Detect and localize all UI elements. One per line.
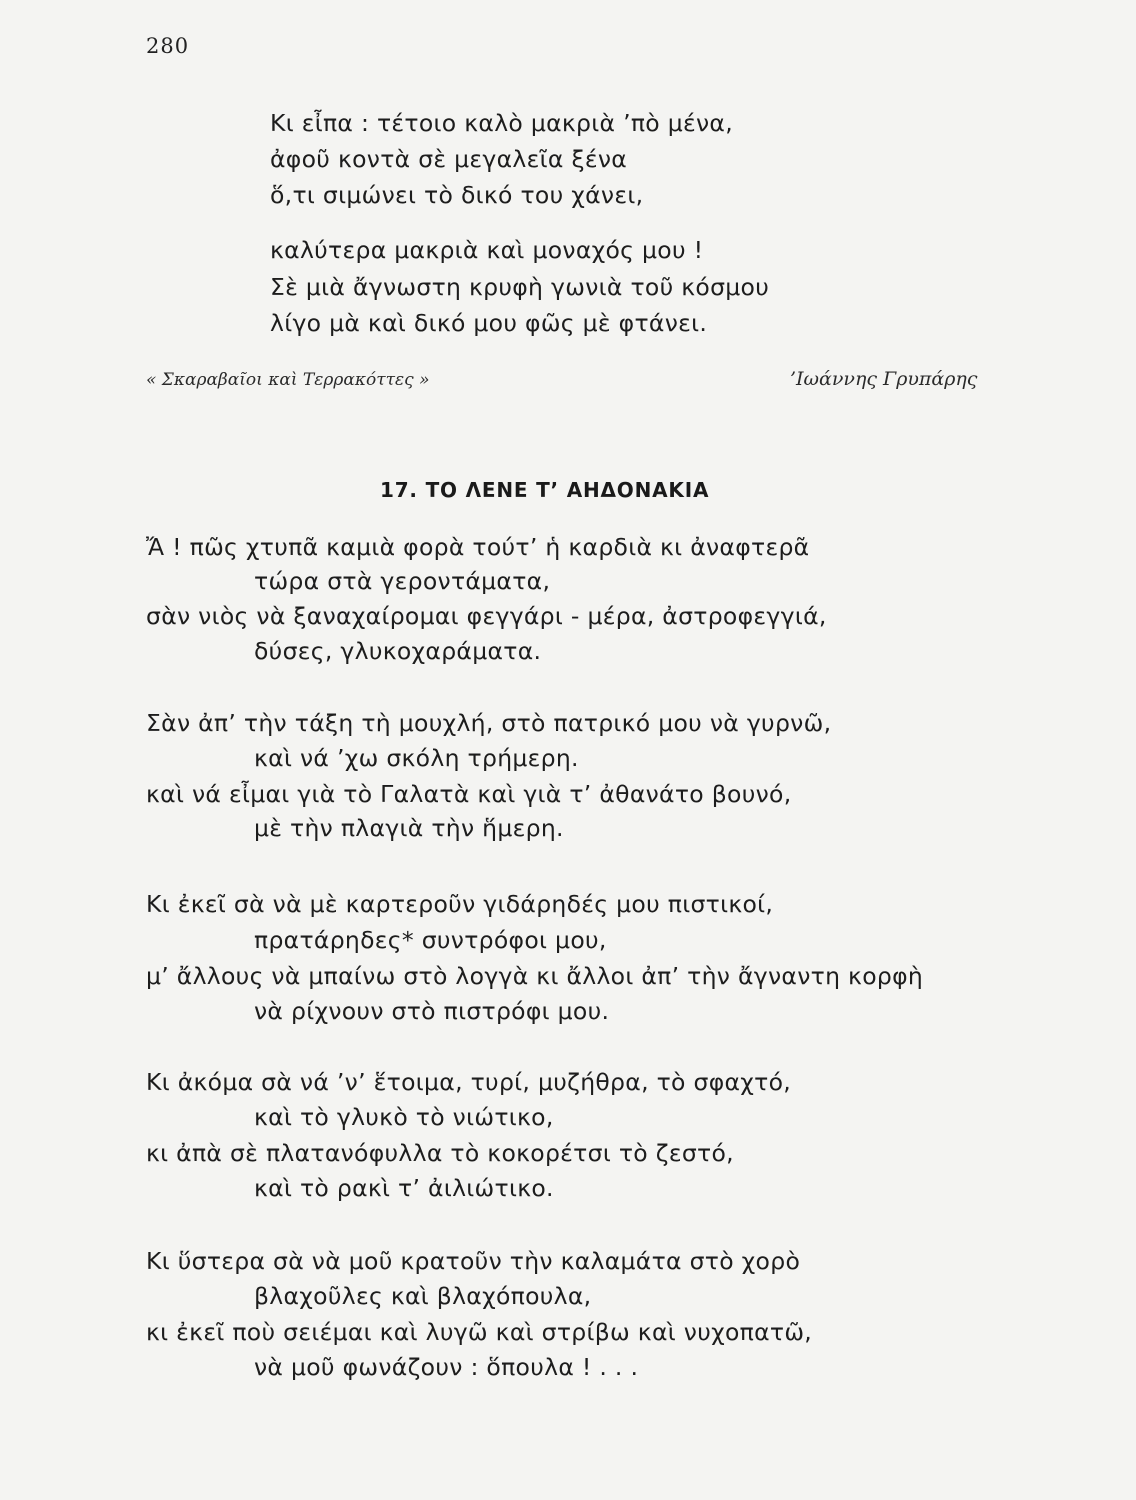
verse-line: Κι ὕστερα σὰ νὰ μοῦ κρατοῦν τὴν καλαμάτα στὸ χορὸ	[146, 1247, 801, 1275]
verse-line: ἀφοῦ κοντὰ σὲ μεγαλεῖα ξένα	[270, 145, 628, 173]
poem-source: « Σκαραβαῖοι καὶ Τερρακόττες »	[146, 370, 430, 390]
verse-line: λίγο μὰ καὶ δικό μου φῶς μὲ φτάνει.	[270, 309, 708, 337]
verse-line: μ’ ἄλλους νὰ μπαίνω στὸ λογγὰ κι ἄλλοι ἀπ’ τὴν ἄγναντη κορφὴ	[146, 962, 924, 990]
verse-line: καὶ νά ’χω σκόλη τρήμερη.	[254, 744, 579, 772]
verse-line: Κι εἶπα : τέτοιο καλὸ μακριὰ ’πὸ μένα,	[270, 109, 733, 137]
poem-author: ’Ιωάννης Γρυπάρης	[790, 368, 978, 390]
verse-line: Κι ἀκόμα σὰ νά ’ν’ ἕτοιμα, τυρί, μυζήθρα, τὸ σφαχτό,	[146, 1068, 792, 1096]
verse-line: τώρα στὰ γεροντάματα,	[254, 567, 551, 595]
verse-line: καὶ τὸ ρακὶ τ’ ἀιλιώτικο.	[254, 1174, 554, 1202]
verse-line: νὰ μοῦ φωνάζουν : ὅπουλα ! . . .	[254, 1353, 639, 1381]
verse-line: Σὰν ἀπ’ τὴν τάξη τὴ μουχλή, στὸ πατρικό μου νὰ γυρνῶ,	[146, 709, 832, 737]
page-number: 280	[146, 34, 190, 58]
verse-line: βλαχοῦλες καὶ βλαχόπουλα,	[254, 1282, 592, 1310]
verse-line: καὶ νά εἶμαι γιὰ τὸ Γαλατὰ καὶ γιὰ τ’ ἀθανάτο βουνό,	[146, 780, 792, 808]
verse-line: πρατάρηδες* συντρόφοι μου,	[254, 926, 607, 954]
verse-line: μὲ τὴν πλαγιὰ τὴν ἥμερη.	[254, 814, 564, 842]
verse-line: σὰν νιὸς νὰ ξαναχαίρομαι φεγγάρι - μέρα, ἀστροφεγγιά,	[146, 602, 827, 630]
verse-line: Κι ἐκεῖ σὰ νὰ μὲ καρτεροῦν γιδάρηδές μου πιστικοί,	[146, 890, 774, 918]
verse-line: Σὲ μιὰ ἄγνωστη κρυφὴ γωνιὰ τοῦ κόσμου	[270, 273, 770, 301]
verse-line: καὶ τὸ γλυκὸ τὸ νιώτικο,	[254, 1103, 554, 1131]
verse-line: ὅ,τι σιμώνει τὸ δικό του χάνει,	[270, 181, 644, 209]
verse-line: νὰ ρίχνουν στὸ πιστρόφι μου.	[254, 997, 610, 1025]
verse-line: Ἄ ! πῶς χτυπᾶ καμιὰ φορὰ τούτ’ ἡ καρδιὰ κι ἀναφτερᾶ	[146, 533, 810, 561]
verse-line: κι ἐκεῖ ποὺ σειέμαι καὶ λυγῶ καὶ στρίβω καὶ νυχοπατῶ,	[146, 1318, 813, 1346]
verse-line: κι ἀπὰ σὲ πλατανόφυλλα τὸ κοκορέτσι τὸ ζεστό,	[146, 1139, 734, 1167]
verse-line: καλύτερα μακριὰ καὶ μοναχός μου !	[270, 236, 704, 264]
poem-title: 17. ΤΟ ΛΕΝΕ Τ’ ΑΗΔΟΝΑΚΙΑ	[380, 478, 710, 502]
verse-line: δύσες, γλυκοχαράματα.	[254, 637, 542, 665]
